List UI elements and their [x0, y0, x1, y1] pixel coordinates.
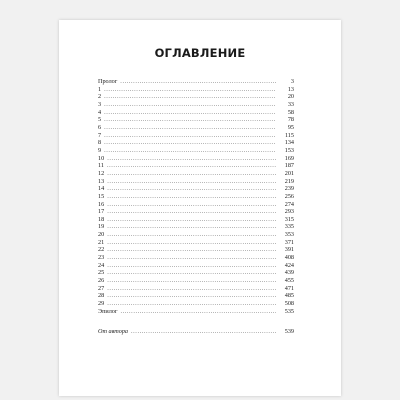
toc-entry-page: 353 [284, 231, 294, 239]
toc-entry-label: 5 [98, 116, 102, 124]
toc-entry-page: 3 [290, 78, 294, 85]
toc-entry-page: 408 [284, 254, 294, 262]
leader-dots [107, 155, 276, 163]
toc-entry-label: 21 [98, 238, 105, 246]
toc-entry-label: 13 [98, 177, 105, 185]
leader-dots [107, 185, 276, 193]
toc-entry-chapter-17 [98, 208, 294, 216]
toc-entry-page: 274 [284, 200, 294, 208]
toc-entry-chapter-16 [98, 201, 294, 209]
toc-entry-chapter-26 [98, 277, 294, 285]
toc-entry-page: 256 [284, 192, 294, 200]
toc-entry-chapter-3 [98, 101, 294, 109]
toc-entry-chapter-2 [98, 93, 294, 101]
toc-entry-page: 371 [284, 238, 294, 246]
toc-entry-page: 485 [284, 292, 294, 300]
toc-entry-chapter-12 [98, 170, 294, 178]
toc-entry-page: 239 [284, 185, 294, 193]
toc-entry-page: 153 [284, 146, 294, 154]
leader-dots [104, 139, 276, 147]
toc-entry-label: 2 [98, 93, 102, 101]
toc-entry-label: 18 [98, 215, 105, 223]
toc-entry-page: 439 [284, 269, 294, 277]
toc-entry-page: 201 [284, 169, 294, 177]
toc-entry-label: 22 [98, 246, 105, 254]
toc-entry-chapter-14 [98, 185, 294, 193]
toc-entry-chapter-18 [98, 216, 294, 224]
table-of-contents [98, 78, 294, 336]
book-page [59, 20, 341, 396]
toc-entry-page: 455 [284, 277, 294, 285]
leader-dots [104, 147, 276, 155]
leader-dots [107, 269, 276, 277]
leader-dots [107, 239, 276, 247]
toc-entry-label: 24 [98, 261, 105, 269]
leader-dots [107, 285, 276, 293]
toc-entry-label: 23 [98, 254, 105, 262]
leader-dots [107, 223, 276, 231]
toc-entry-label: 27 [98, 284, 105, 292]
leader-dots [104, 93, 276, 101]
toc-entry-chapter-20 [98, 231, 294, 239]
toc-entry-label: 7 [98, 131, 102, 139]
toc-entry-page: 33 [287, 100, 294, 108]
toc-entry-page: 20 [287, 93, 294, 101]
toc-entry-label: 26 [98, 277, 105, 285]
toc-entry-page: 508 [284, 300, 294, 308]
leader-dots [107, 231, 276, 239]
toc-entry-page: 293 [284, 208, 294, 216]
toc-entry-chapter-15 [98, 193, 294, 201]
leader-dots [107, 178, 276, 186]
toc-entry-page: 115 [284, 131, 294, 139]
toc-entry-page: 58 [287, 108, 294, 116]
leader-dots [120, 78, 276, 86]
leader-dots [107, 254, 276, 262]
toc-entry-chapter-28 [98, 292, 294, 300]
toc-entry-label: 17 [98, 208, 105, 216]
toc-entry-chapter-13 [98, 178, 294, 186]
toc-entry-page: 335 [284, 223, 294, 231]
toc-entry-chapter-8 [98, 139, 294, 147]
leader-dots [107, 216, 276, 224]
toc-entry-label: Эпилог [98, 307, 118, 315]
leader-dots [104, 86, 276, 94]
leader-dots [107, 170, 276, 178]
toc-entry-label: 3 [98, 100, 102, 108]
leader-dots [107, 277, 276, 285]
toc-entry-page: 95 [287, 123, 294, 131]
toc-entry-label: 15 [98, 192, 105, 200]
leader-dots [107, 262, 276, 270]
toc-entry-label: 4 [98, 108, 102, 116]
toc-entry-label: 19 [98, 223, 105, 231]
toc-entry-page: 187 [284, 162, 294, 170]
toc-entry-label: 10 [98, 154, 105, 162]
toc-entry-page: 219 [284, 177, 294, 185]
toc-entry-chapter-29 [98, 300, 294, 308]
leader-dots [104, 109, 276, 117]
leader-dots [104, 124, 276, 132]
toc-entry-chapter-11 [98, 162, 294, 170]
toc-entry-page: 134 [284, 139, 294, 147]
toc-entry-chapter-9 [98, 147, 294, 155]
toc-entry-label: 25 [98, 269, 105, 277]
page-title: ОГЛАВЛЕНИЕ [154, 46, 246, 60]
toc-entry-page: 13 [287, 85, 294, 93]
leader-dots [107, 208, 276, 216]
toc-entry-page: 169 [284, 154, 294, 162]
toc-entry-page: 535 [284, 307, 294, 315]
toc-entry-page: 391 [284, 246, 294, 254]
toc-entry-label: От автора [98, 328, 129, 336]
toc-entry-chapter-21 [98, 239, 294, 247]
toc-entry-page: 78 [287, 116, 294, 124]
section-gap [98, 315, 294, 328]
toc-entry-chapter-27 [98, 285, 294, 293]
toc-entry-chapter-24 [98, 262, 294, 270]
toc-entry-chapter-5 [98, 116, 294, 124]
leader-dots [104, 101, 276, 109]
toc-entry-chapter-22 [98, 246, 294, 254]
toc-entry-chapter-25 [98, 269, 294, 277]
leader-dots [120, 308, 276, 316]
toc-entry-page: 424 [284, 261, 294, 269]
toc-entry-afterword [98, 328, 294, 336]
leader-dots [131, 328, 276, 336]
toc-entry-chapter-7 [98, 132, 294, 140]
leader-dots [107, 246, 276, 254]
toc-entry-label: 11 [98, 162, 104, 170]
toc-entry-page: 539 [284, 328, 294, 336]
leader-dots [107, 300, 276, 308]
leader-dots [107, 162, 276, 170]
toc-entry-epilogue [98, 308, 294, 316]
toc-entry-chapter-19 [98, 223, 294, 231]
toc-entry-label: 14 [98, 185, 105, 193]
toc-entry-label: 29 [98, 300, 105, 308]
toc-entry-chapter-23 [98, 254, 294, 262]
toc-entry-label: 12 [98, 169, 105, 177]
toc-entry-label: 28 [98, 292, 105, 300]
leader-dots [104, 132, 276, 140]
leader-dots [107, 201, 276, 209]
toc-entry-chapter-10 [98, 155, 294, 163]
toc-entry-label: 9 [98, 146, 102, 154]
toc-entry-label: 6 [98, 123, 102, 131]
leader-dots [107, 193, 276, 201]
toc-entry-label: Пролог [98, 78, 118, 85]
toc-entry-label: 1 [98, 85, 102, 93]
leader-dots [107, 292, 276, 300]
toc-entry-chapter-6 [98, 124, 294, 132]
toc-entry-chapter-4 [98, 109, 294, 117]
toc-entry-prologue [98, 78, 294, 86]
toc-entry-chapter-1 [98, 86, 294, 94]
toc-entry-page: 471 [284, 284, 294, 292]
leader-dots [104, 116, 276, 124]
toc-entry-label: 8 [98, 139, 102, 147]
toc-entry-label: 16 [98, 200, 105, 208]
toc-entry-label: 20 [98, 231, 105, 239]
toc-entry-page: 315 [284, 215, 294, 223]
